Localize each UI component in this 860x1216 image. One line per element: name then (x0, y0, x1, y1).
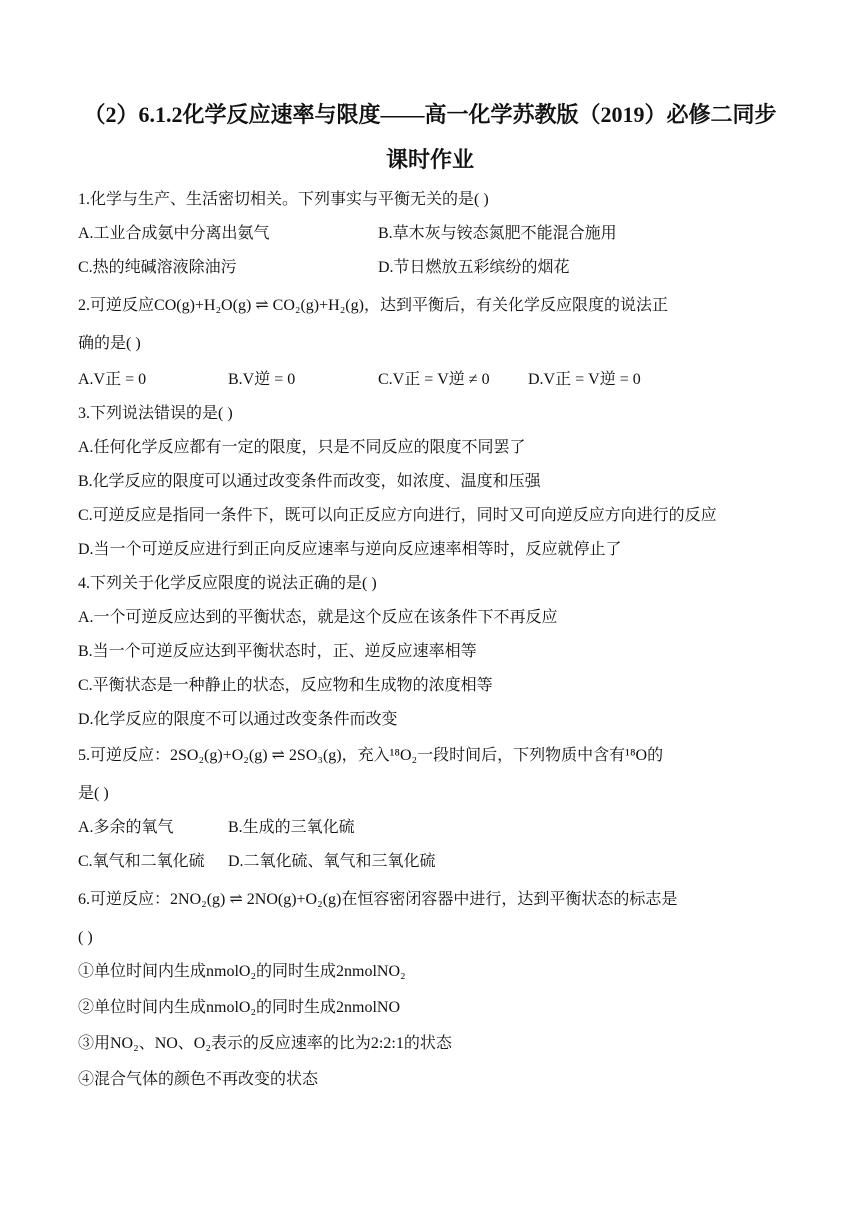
q2-option-b: B.V逆 = 0 (228, 371, 296, 388)
q5-equation: 2SO₂(g)+O₂(g) ⇌ 2SO₃(g) (170, 747, 342, 764)
q5-isotope: ¹⁸O₂ (389, 747, 418, 764)
q6-statement-2: ②单位时间内生成nmolO₂的同时生成2nmolNO (78, 999, 401, 1016)
q4-option-a: A.一个可逆反应达到的平衡状态，就是这个反应在该条件下不再反应 (78, 609, 558, 626)
q5-mid2: 一段时间后，下列物质中含有 (417, 747, 626, 764)
q3-option-a: A.任何化学反应都有一定的限度，只是不同反应的限度不同罢了 (78, 439, 526, 456)
q6-statement-4: ④混合气体的颜色不再改变的状态 (78, 1071, 319, 1088)
q1-option-b: B.草木灰与铵态氮肥不能混合施用 (378, 225, 617, 242)
q5-option-d: D.二氧化硫、氧气和三氧化硫 (228, 853, 436, 870)
document-title-line1: （2）6.1.2化学反应速率与限度——高一化学苏教版（2019）必修二同步 (83, 102, 777, 127)
q6-suffix: 在恒容密闭容器中进行，达到平衡状态的标志是 (341, 891, 678, 908)
q5-option-a: A.多余的氧气 (78, 819, 174, 836)
q5-suffix: 的 (647, 747, 664, 764)
q6-equation: 2NO₂(g) ⇌ 2NO(g)+O₂(g) (170, 891, 342, 908)
q1-option-d: D.节日燃放五彩缤纷的烟花 (378, 259, 570, 276)
q5-option-b: B.生成的三氧化硫 (228, 819, 355, 836)
q6-statement-1: ①单位时间内生成nmolO₂的同时生成2nmolNO₂ (78, 963, 406, 980)
q1-stem: 1.化学与生产、生活密切相关。下列事实与平衡无关的是( ) (78, 191, 489, 208)
q2-option-c: C.V正 = V逆 ≠ 0 (378, 371, 490, 388)
q5-option-c: C.氧气和二氧化硫 (78, 853, 205, 870)
q2-stem (78, 294, 668, 318)
q2-option-a: A.V正 = 0 (78, 371, 147, 388)
q4-option-d: D.化学反应的限度不可以通过改变条件而改变 (78, 711, 398, 728)
q3-option-d: D.当一个可逆反应进行到正向反应速率与逆向反应速率相等时，反应就停止了 (78, 541, 622, 558)
q2-suffix: ，达到平衡后，有关化学反应限度的说法正 (363, 297, 668, 314)
document-title-line2: 课时作业 (385, 147, 474, 172)
q3-option-b: B.化学反应的限度可以通过改变条件而改变，如浓度、温度和压强 (78, 473, 541, 490)
q4-option-b: B.当一个可逆反应达到平衡状态时，正、逆反应速率相等 (78, 643, 477, 660)
q6-statement-3: ③用NO₂、NO、O₂表示的反应速率的比为2:2:1的状态 (78, 1035, 452, 1052)
q2-stem-line2: 确的是( ) (78, 335, 141, 352)
q1-option-c: C.热的纯碱溶液除油污 (78, 259, 237, 276)
q5-stem (78, 744, 663, 768)
q5-isotope2: ¹⁸O (625, 747, 648, 764)
q5-mid: ，充入 (341, 747, 390, 764)
q6-stem (78, 888, 677, 912)
q1-option-a: A.工业合成氨中分离出氨气 (78, 225, 270, 242)
q5-stem-line2: 是( ) (78, 785, 109, 802)
q4-stem: 4.下列关于化学反应限度的说法正确的是( ) (78, 575, 377, 592)
q6-stem-line2: ( ) (78, 929, 93, 946)
q2-prefix: 2.可逆反应 (78, 297, 155, 314)
q4-option-c: C.平衡状态是一种静止的状态，反应物和生成物的浓度相等 (78, 677, 493, 694)
q5-prefix: 5.可逆反应： (78, 747, 171, 764)
q3-option-c: C.可逆反应是指同一条件下，既可以向正反应方向进行，同时又可向逆反应方向进行的反应 (78, 507, 717, 524)
q6-prefix: 6.可逆反应： (78, 891, 171, 908)
q2-equation: CO(g)+H₂O(g) ⇌ CO₂(g)+H₂(g) (154, 297, 364, 314)
q2-option-d: D.V正 = V逆 = 0 (528, 371, 641, 388)
q3-stem: 3.下列说法错误的是( ) (78, 405, 233, 422)
